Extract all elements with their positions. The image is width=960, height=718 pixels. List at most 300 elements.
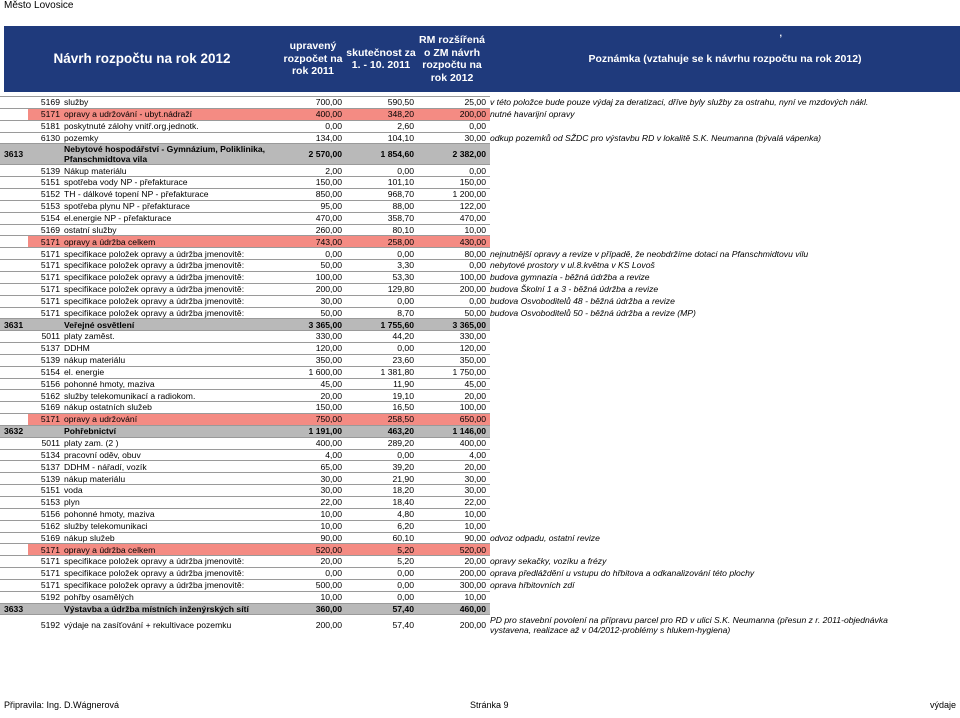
budget-2011-value: 50,00 — [280, 307, 344, 319]
proposal-2012-value: 100,00 — [416, 402, 488, 414]
item-code: 5171 — [28, 414, 62, 426]
item-code: 5192 — [28, 591, 62, 603]
section-code — [0, 295, 28, 307]
actual-2011-value: 968,70 — [344, 189, 416, 201]
budget-2011-value: 850,00 — [280, 189, 344, 201]
table-row — [0, 402, 490, 414]
table-row — [0, 568, 490, 580]
item-code — [28, 319, 62, 331]
note-text: budova gymnazia - běžná údržba a revize — [490, 272, 650, 283]
budget-2011-value: 743,00 — [280, 236, 344, 248]
item-description: specifikace položek opravy a údržba jmenovitě: — [62, 271, 280, 283]
section-code — [0, 437, 28, 449]
note-text: budova Osvoboditelů 50 - běžná údržba a revize (MP) — [490, 307, 696, 318]
item-description: TH - dálkové topení NP - přefakturace — [62, 189, 280, 201]
budget-2011-value: 22,00 — [280, 497, 344, 509]
item-code: 5171 — [28, 579, 62, 591]
item-code: 5151 — [28, 485, 62, 497]
section-code: 3633 — [0, 603, 28, 615]
budget-2011-value: 10,00 — [280, 508, 344, 520]
section-code — [0, 615, 28, 636]
actual-2011-value: 11,90 — [344, 378, 416, 390]
section-code — [0, 579, 28, 591]
item-code: 5137 — [28, 343, 62, 355]
item-description: plyn — [62, 497, 280, 509]
item-code: 5151 — [28, 177, 62, 189]
actual-2011-value: 358,70 — [344, 212, 416, 224]
note-text — [488, 144, 490, 165]
item-description: pozemky — [62, 132, 280, 144]
table-row — [0, 97, 490, 109]
proposal-2012-value: 470,00 — [416, 212, 488, 224]
actual-2011-value: 2,60 — [344, 120, 416, 132]
table-row — [0, 366, 490, 378]
budget-2011-value: 200,00 — [280, 283, 344, 295]
budget-2011-value: 200,00 — [280, 615, 344, 636]
proposal-2012-value: 300,00 — [416, 579, 488, 591]
item-code: 5134 — [28, 449, 62, 461]
item-description: Veřejné osvětlení — [62, 319, 280, 331]
table-row — [0, 120, 490, 132]
item-description: pracovní oděv, obuv — [62, 449, 280, 461]
actual-2011-value: 80,10 — [344, 224, 416, 236]
budget-2011-value: 100,00 — [280, 271, 344, 283]
proposal-2012-value: 30,00 — [416, 132, 488, 144]
proposal-2012-value: 3 365,00 — [416, 319, 488, 331]
proposal-2012-value: 330,00 — [416, 331, 488, 343]
actual-2011-value: 3,30 — [344, 260, 416, 272]
actual-2011-value: 258,00 — [344, 236, 416, 248]
proposal-2012-value: 4,00 — [416, 449, 488, 461]
item-description: pohřby osamělých — [62, 591, 280, 603]
proposal-2012-value: 520,00 — [416, 544, 488, 556]
proposal-2012-value: 20,00 — [416, 461, 488, 473]
budget-2011-value: 400,00 — [280, 437, 344, 449]
proposal-2012-value: 10,00 — [416, 508, 488, 520]
item-description: nákup materiálu — [62, 354, 280, 366]
proposal-2012-value: 400,00 — [416, 437, 488, 449]
proposal-2012-value: 200,00 — [416, 615, 488, 636]
item-code: 5169 — [28, 224, 62, 236]
item-code: 5171 — [28, 556, 62, 568]
note-text — [488, 615, 888, 636]
item-code: 5137 — [28, 461, 62, 473]
note-text-wrapped: PD pro stavební povolení na přípravu parcel pro RD v ulici S.K. Neumanna (přesun z r. 2011-objednávka vystavena, realizace až v 04/2012-problémy s hlukem-hygiena) — [490, 615, 888, 636]
table-row — [0, 485, 490, 497]
proposal-2012-value: 20,00 — [416, 556, 488, 568]
section-code — [0, 343, 28, 355]
proposal-2012-value: 0,00 — [416, 295, 488, 307]
actual-2011-value: 44,20 — [344, 331, 416, 343]
budget-2011-value: 4,00 — [280, 449, 344, 461]
budget-2011-value: 30,00 — [280, 473, 344, 485]
item-code: 5169 — [28, 97, 62, 109]
item-code: 5154 — [28, 366, 62, 378]
note-text — [488, 224, 490, 236]
proposal-2012-value: 10,00 — [416, 520, 488, 532]
item-code — [28, 603, 62, 615]
proposal-2012-value: 10,00 — [416, 591, 488, 603]
budget-2011-value: 150,00 — [280, 402, 344, 414]
item-code: 5171 — [28, 544, 62, 556]
budget-2011-value: 470,00 — [280, 212, 344, 224]
budget-2011-value: 3 365,00 — [280, 319, 344, 331]
proposal-2012-value: 460,00 — [416, 603, 488, 615]
actual-2011-value: 16,50 — [344, 402, 416, 414]
proposal-2012-value: 30,00 — [416, 485, 488, 497]
note-text — [488, 236, 490, 248]
table-row — [0, 260, 490, 272]
actual-2011-value: 39,20 — [344, 461, 416, 473]
table-row — [0, 473, 490, 485]
actual-2011-value: 104,10 — [344, 132, 416, 144]
section-code — [0, 556, 28, 568]
item-description: specifikace položek opravy a údržba jmenovitě: — [62, 568, 280, 580]
note-text — [488, 366, 490, 378]
actual-2011-value: 0,00 — [344, 295, 416, 307]
proposal-2012-value: 200,00 — [416, 568, 488, 580]
actual-2011-value: 0,00 — [344, 165, 416, 177]
item-description: nákup materiálu — [62, 473, 280, 485]
actual-2011-value: 0,00 — [344, 579, 416, 591]
item-description: služby — [62, 97, 280, 109]
actual-2011-value: 57,40 — [344, 603, 416, 615]
section-code — [0, 177, 28, 189]
table-row — [0, 615, 490, 636]
item-code: 5192 — [28, 615, 62, 636]
section-code — [0, 212, 28, 224]
budget-2011-value: 30,00 — [280, 295, 344, 307]
budget-2011-value: 260,00 — [280, 224, 344, 236]
table-row — [0, 354, 490, 366]
proposal-2012-value: 22,00 — [416, 497, 488, 509]
item-code: 5152 — [28, 189, 62, 201]
section-code — [0, 283, 28, 295]
item-code: 5156 — [28, 508, 62, 520]
section-code — [0, 473, 28, 485]
budget-2011-value: 65,00 — [280, 461, 344, 473]
actual-2011-value: 53,30 — [344, 271, 416, 283]
budget-2011-value: 1 191,00 — [280, 425, 344, 437]
note-text — [488, 437, 490, 449]
table-row — [0, 236, 490, 248]
note-text — [488, 497, 490, 509]
budget-2011-value: 95,00 — [280, 200, 344, 212]
budget-2011-value: 120,00 — [280, 343, 344, 355]
actual-2011-value: 5,20 — [344, 556, 416, 568]
note-text: oprava hřbitovních zdí — [490, 580, 575, 591]
item-description: nákup ostatních služeb — [62, 402, 280, 414]
section-row — [0, 425, 490, 437]
item-description: el. energie — [62, 366, 280, 378]
item-description: opravy a udržování - ubyt.nádraží — [62, 108, 280, 120]
table-row — [0, 177, 490, 189]
note-text — [488, 120, 490, 132]
item-description: specifikace položek opravy a údržba jmenovitě: — [62, 283, 280, 295]
item-code — [28, 144, 62, 165]
section-code — [0, 497, 28, 509]
item-code: 5153 — [28, 200, 62, 212]
note-text: oprava předláždění u vstupu do hřbitova a odkanalizování této plochy — [490, 568, 755, 579]
proposal-2012-value: 150,00 — [416, 177, 488, 189]
section-code — [0, 402, 28, 414]
proposal-2012-value: 0,00 — [416, 120, 488, 132]
item-description: služby telekomunikaci — [62, 520, 280, 532]
budget-2011-value: 400,00 — [280, 108, 344, 120]
section-code — [0, 331, 28, 343]
actual-2011-value: 463,20 — [344, 425, 416, 437]
proposal-2012-value: 200,00 — [416, 283, 488, 295]
note-text — [488, 354, 490, 366]
actual-2011-value: 18,40 — [344, 497, 416, 509]
section-code — [0, 224, 28, 236]
item-description: Nebytové hospodářství - Gymnázium, Poliklinika, Pfanschmidtova vila — [62, 144, 280, 165]
proposal-2012-value: 1 200,00 — [416, 189, 488, 201]
proposal-2012-value: 80,00 — [416, 248, 488, 260]
section-code — [0, 414, 28, 426]
actual-2011-value: 590,50 — [344, 97, 416, 109]
actual-2011-value: 5,20 — [344, 544, 416, 556]
item-description: spotřeba vody NP - přefakturace — [62, 177, 280, 189]
actual-2011-value: 57,40 — [344, 615, 416, 636]
item-description: specifikace položek opravy a údržba jmenovitě: — [62, 248, 280, 260]
budget-2011-value: 700,00 — [280, 97, 344, 109]
section-code — [0, 520, 28, 532]
budget-2011-value: 0,00 — [280, 248, 344, 260]
item-description: specifikace položek opravy a údržba jmenovitě: — [62, 556, 280, 568]
section-code — [0, 508, 28, 520]
item-description: Nákup materiálu — [62, 165, 280, 177]
note-text: nejnutnější opravy a revize v případě, že neobdržíme dotaci na Pfanschmidtovu vilu — [490, 248, 809, 259]
table-row — [0, 497, 490, 509]
note-text — [488, 402, 490, 414]
note-text — [488, 212, 490, 224]
item-code: 5162 — [28, 520, 62, 532]
note-text — [488, 343, 490, 355]
note-text — [488, 603, 490, 615]
actual-2011-value: 19,10 — [344, 390, 416, 402]
footer-page-number: Stránka 9 — [470, 700, 509, 710]
table-row — [0, 591, 490, 603]
proposal-2012-value: 2 382,00 — [416, 144, 488, 165]
table-row — [0, 224, 490, 236]
budget-2011-value: 20,00 — [280, 556, 344, 568]
section-code — [0, 165, 28, 177]
proposal-2012-value: 200,00 — [416, 108, 488, 120]
header-col-note: Poznámka (vztahuje se k návrhu rozpočtu na rok 2012) — [588, 52, 862, 65]
section-code — [0, 532, 28, 544]
table-row — [0, 295, 490, 307]
table-row — [0, 132, 490, 144]
note-text — [488, 461, 490, 473]
item-description: opravy a údržba celkem — [62, 236, 280, 248]
item-description: specifikace položek opravy a údržba jmenovitě: — [62, 260, 280, 272]
item-code: 5181 — [28, 120, 62, 132]
budget-2011-value: 360,00 — [280, 603, 344, 615]
section-code — [0, 248, 28, 260]
header-col-proposal-2012: RM rozšířená o ZM návrh rozpočtu na rok 2012 — [419, 34, 485, 84]
item-code: 5139 — [28, 354, 62, 366]
table-row — [0, 556, 490, 568]
item-description: DDHM — [62, 343, 280, 355]
note-text — [488, 189, 490, 201]
actual-2011-value: 1 755,60 — [344, 319, 416, 331]
table-row — [0, 449, 490, 461]
item-code: 5171 — [28, 108, 62, 120]
actual-2011-value: 348,20 — [344, 108, 416, 120]
note-text — [488, 544, 490, 556]
budget-2011-value: 20,00 — [280, 390, 344, 402]
budget-2011-value: 2,00 — [280, 165, 344, 177]
budget-2011-value: 520,00 — [280, 544, 344, 556]
proposal-2012-value: 430,00 — [416, 236, 488, 248]
note-text — [488, 449, 490, 461]
budget-2011-value: 330,00 — [280, 331, 344, 343]
proposal-2012-value: 1 750,00 — [416, 366, 488, 378]
header-mark: , — [779, 28, 782, 38]
budget-2011-value: 30,00 — [280, 485, 344, 497]
table-header — [4, 26, 960, 92]
actual-2011-value: 0,00 — [344, 449, 416, 461]
budget-2011-value: 50,00 — [280, 260, 344, 272]
budget-2011-value: 10,00 — [280, 520, 344, 532]
item-description: pohonné hmoty, maziva — [62, 508, 280, 520]
section-code — [0, 461, 28, 473]
section-code — [0, 591, 28, 603]
budget-2011-value: 150,00 — [280, 177, 344, 189]
budget-2011-value: 1 600,00 — [280, 366, 344, 378]
item-description: spotřeba plynu NP - přefakturace — [62, 200, 280, 212]
actual-2011-value: 18,20 — [344, 485, 416, 497]
table-row — [0, 544, 490, 556]
actual-2011-value: 6,20 — [344, 520, 416, 532]
note-text: opravy sekačky, vozíku a frézy — [490, 556, 607, 567]
note-text — [488, 200, 490, 212]
table-row — [0, 283, 490, 295]
section-code — [0, 390, 28, 402]
actual-2011-value: 4,80 — [344, 508, 416, 520]
note-text — [488, 378, 490, 390]
budget-2011-value: 0,00 — [280, 120, 344, 132]
actual-2011-value: 0,00 — [344, 568, 416, 580]
proposal-2012-value: 10,00 — [416, 224, 488, 236]
table-row — [0, 532, 490, 544]
section-row — [0, 144, 490, 165]
item-code: 5154 — [28, 212, 62, 224]
actual-2011-value: 258,50 — [344, 414, 416, 426]
note-text: nebytové prostory v ul.8.května v KS Lovoš — [490, 260, 655, 271]
note-text — [488, 177, 490, 189]
section-code — [0, 97, 28, 109]
table-row — [0, 437, 490, 449]
item-code: 5171 — [28, 568, 62, 580]
item-description: Pohřebnictví — [62, 425, 280, 437]
table-row — [0, 307, 490, 319]
actual-2011-value: 1 854,60 — [344, 144, 416, 165]
item-description: nákup služeb — [62, 532, 280, 544]
budget-2011-value: 2 570,00 — [280, 144, 344, 165]
item-code: 5156 — [28, 378, 62, 390]
proposal-2012-value: 1 146,00 — [416, 425, 488, 437]
item-description: výdaje na zasíťování + rekultivace pozemku — [62, 615, 280, 636]
note-text — [488, 331, 490, 343]
proposal-2012-value: 0,00 — [416, 260, 488, 272]
section-row — [0, 319, 490, 331]
note-text: odvoz odpadu, ostatní revize — [490, 532, 600, 543]
proposal-2012-value: 0,00 — [416, 165, 488, 177]
item-code: 6130 — [28, 132, 62, 144]
table-row — [0, 378, 490, 390]
table-row — [0, 520, 490, 532]
item-code: 5171 — [28, 307, 62, 319]
actual-2011-value: 289,20 — [344, 437, 416, 449]
note-text: budova Školní 1 a 3 - běžná údržba a revize — [490, 284, 659, 295]
item-code: 5169 — [28, 532, 62, 544]
item-description: platy zam. (2 ) — [62, 437, 280, 449]
actual-2011-value: 88,00 — [344, 200, 416, 212]
actual-2011-value: 60,10 — [344, 532, 416, 544]
note-text — [488, 165, 490, 177]
proposal-2012-value: 20,00 — [416, 390, 488, 402]
table-row — [0, 414, 490, 426]
item-code: 5171 — [28, 295, 62, 307]
section-code — [0, 449, 28, 461]
item-code: 5011 — [28, 331, 62, 343]
actual-2011-value: 0,00 — [344, 343, 416, 355]
proposal-2012-value: 650,00 — [416, 414, 488, 426]
item-description: specifikace položek opravy a údržba jmenovitě: — [62, 579, 280, 591]
table-row — [0, 108, 490, 120]
note-text: nutné havarijní opravy — [490, 109, 575, 120]
proposal-2012-value: 120,00 — [416, 343, 488, 355]
section-code — [0, 307, 28, 319]
proposal-2012-value: 45,00 — [416, 378, 488, 390]
proposal-2012-value: 25,00 — [416, 97, 488, 109]
proposal-2012-value: 350,00 — [416, 354, 488, 366]
section-code — [0, 544, 28, 556]
item-code: 5169 — [28, 402, 62, 414]
table-row — [0, 331, 490, 343]
item-description: pohonné hmoty, maziva — [62, 378, 280, 390]
section-code — [0, 271, 28, 283]
section-code — [0, 108, 28, 120]
item-code: 5171 — [28, 236, 62, 248]
item-code: 5139 — [28, 165, 62, 177]
table-row — [0, 165, 490, 177]
item-description: el.energie NP - přefakturace — [62, 212, 280, 224]
section-code — [0, 189, 28, 201]
actual-2011-value: 0,00 — [344, 591, 416, 603]
item-description: opravy a údržba celkem — [62, 544, 280, 556]
table-row — [0, 189, 490, 201]
item-code: 5171 — [28, 248, 62, 260]
note-text — [488, 473, 490, 485]
budget-2011-value: 10,00 — [280, 591, 344, 603]
section-code — [0, 366, 28, 378]
page-header-title: Město Lovosice — [4, 0, 74, 11]
budget-2011-value: 500,00 — [280, 579, 344, 591]
table-row — [0, 212, 490, 224]
budget-2011-value: 750,00 — [280, 414, 344, 426]
table-row — [0, 343, 490, 355]
item-description: služby telekomunikací a radiokom. — [62, 390, 280, 402]
section-code — [0, 378, 28, 390]
item-description: DDHM - nářadí, vozík — [62, 461, 280, 473]
section-code — [0, 354, 28, 366]
section-code — [0, 132, 28, 144]
table-row — [0, 200, 490, 212]
budget-2011-value: 45,00 — [280, 378, 344, 390]
